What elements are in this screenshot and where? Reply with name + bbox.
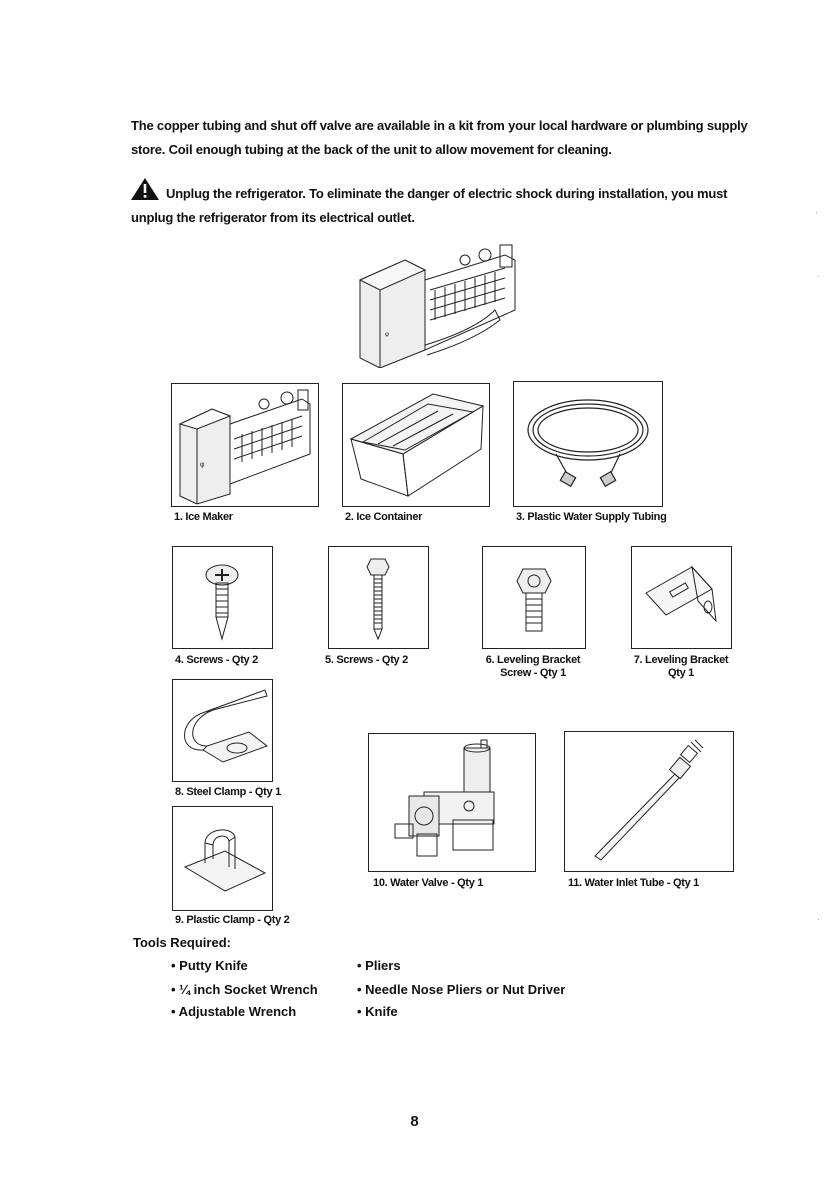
tool-item: • Adjustable Wrench (171, 1004, 297, 1019)
tool-item: • ¼ inch Socket Wrench (171, 982, 318, 997)
warning-text: Unplug the refrigerator. To eliminate the danger of electric shock during installation, you must unplug the refrigerator from its electrical outlet. (131, 186, 728, 225)
ice-container-image (342, 383, 490, 507)
warning-paragraph (131, 182, 751, 230)
leveling-bracket-image (631, 546, 732, 649)
page-number: 8 (410, 1113, 419, 1130)
part-label-steel-clamp: 8. Steel Clamp - Qty 1 (175, 786, 281, 798)
tool-item: • Knife (357, 1004, 398, 1019)
plastic-clamp-image (172, 806, 273, 911)
scan-speck: · (815, 208, 818, 217)
ice-maker-image (171, 383, 319, 507)
water-valve-image (368, 733, 536, 872)
screw-hex-head-image (328, 546, 429, 649)
steel-clamp-image (172, 679, 273, 782)
leveling-bracket-screw-image (482, 546, 586, 649)
part-label-ice-maker: 1. Ice Maker (174, 511, 233, 523)
tool-item: • Needle Nose Pliers or Nut Driver (357, 982, 566, 997)
part-label-screws-5: 5. Screws - Qty 2 (325, 654, 408, 666)
part-label-leveling-bracket (622, 654, 740, 680)
part-label-water-valve: 10. Water Valve - Qty 1 (373, 877, 484, 889)
part-label-leveling-bracket-line1: 7. Leveling Bracket (633, 654, 729, 666)
part-label-plastic-clamp: 9. Plastic Clamp - Qty 2 (175, 914, 290, 926)
part-label-screws-4: 4. Screws - Qty 2 (175, 654, 258, 666)
svg-text:ᵠ: ᵠ (385, 330, 389, 340)
scan-speck: · (817, 272, 820, 281)
part-label-leveling-screw-line1: 6. Leveling Bracket (485, 654, 581, 666)
water-supply-tubing-image (513, 381, 663, 507)
part-label-water-inlet-tube: 11. Water Inlet Tube - Qty 1 (568, 877, 699, 889)
scan-speck: · (817, 915, 820, 924)
part-label-leveling-screw-line2: Screw - Qty 1 (500, 667, 566, 679)
ice-maker-hero-illustration (355, 240, 523, 368)
screw-pan-head-image (172, 546, 273, 649)
water-inlet-tube-image (564, 731, 734, 872)
part-label-leveling-bracket-line2: Qty 1 (667, 667, 694, 679)
part-label-ice-container: 2. Ice Container (345, 511, 423, 523)
part-label-leveling-screw (478, 654, 588, 680)
tool-item: • Putty Knife (171, 958, 248, 973)
part-label-water-tubing: 3. Plastic Water Supply Tubing (516, 511, 667, 523)
tools-required-title: Tools Required: (133, 935, 231, 950)
intro-paragraph: The copper tubing and shut off valve are available in a kit from your local hardware or plumbing supply store. Coil enough tubing at the back of the unit to allow movement for cleaning. (131, 118, 748, 157)
tool-item: • Pliers (357, 958, 401, 973)
svg-text:ᵠ: ᵠ (200, 461, 205, 472)
